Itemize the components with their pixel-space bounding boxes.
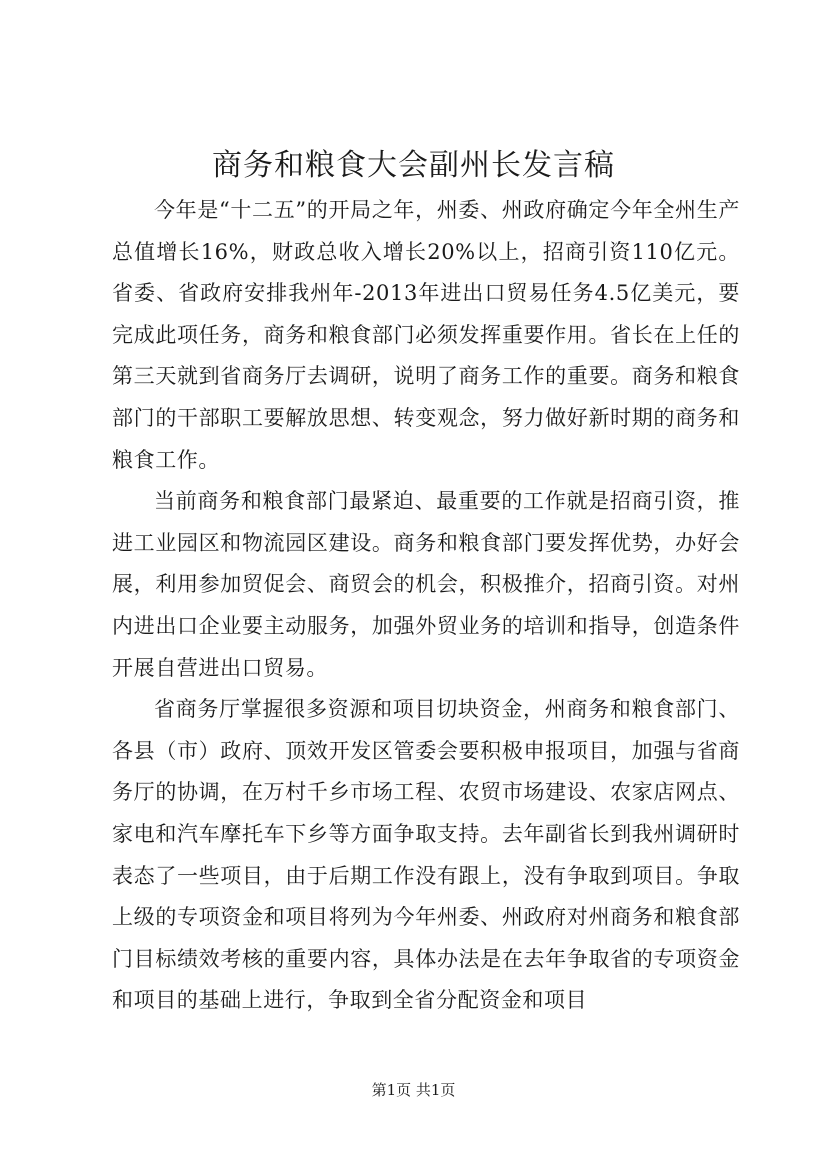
paragraph-1: 今年是“十二五”的开局之年，州委、州政府确定今年全州生产总值增长16%，财政总收入增长20%以上，招商引资110亿元。省委、省政府安排我州年-2013年进出口贸易任务4.5亿美元，要完成此项任务，商务和粮食部门必须发挥重要作用。省长在上任的第三天就到省商务厅去调研，说明了商务工作的重要。商务和粮食部门的干部职工要解放思想、转变观念，努力做好新时期的商务和粮食工作。 [112,198,740,472]
document-title: 商务和粮食大会副州长发言稿 [212,148,615,183]
paragraph-3: 省商务厅掌握很多资源和项目切块资金，州商务和粮食部门、各县（市）政府、顶效开发区管委会要积极申报项目，加强与省商务厅的协调，在万村千乡市场工程、农贸市场建设、农家店网点、家电和汽车摩托车下乡等方面争取支持。去年副省长到我州调研时表态了一些项目，由于后期工作没有跟上，没有争取到项目。争取上级的专项资金和项目将列为今年州委、州政府对州商务和粮食部门目标绩效考核的重要内容，具体办法是在去年争取省的专项资金和项目的基础上进行，争取到全省分配资金和项目 [112,697,740,1013]
page-footer: 第1页 共1页 [371,1081,456,1099]
document-body [112,190,740,1022]
paragraph-2: 当前商务和粮食部门最紧迫、最重要的工作就是招商引资，推进工业园区和物流园区建设。商务和粮食部门要发挥优势，办好会展，利用参加贸促会、商贸会的机会，积极推介，招商引资。对州内进出口企业要主动服务，加强外贸业务的培训和指导，创造条件开展自营进出口贸易。 [112,489,740,680]
